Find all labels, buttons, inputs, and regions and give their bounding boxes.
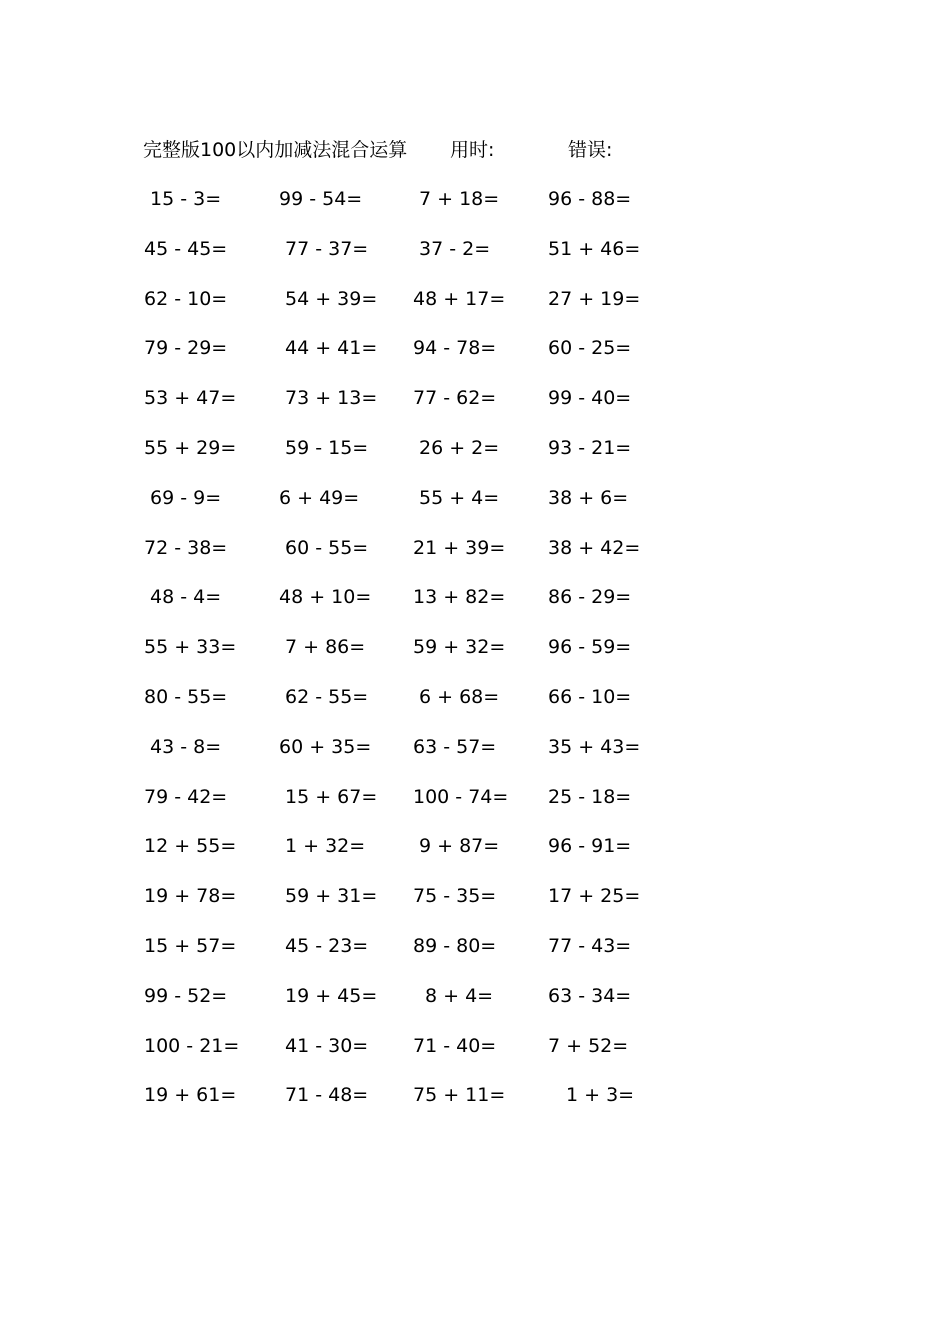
math-problem: 60 - 55= <box>285 536 369 559</box>
math-problem: 69 - 9= <box>150 486 222 509</box>
problem-row <box>0 983 950 1033</box>
math-problem: 7 + 52= <box>548 1034 629 1057</box>
math-problem: 71 - 40= <box>413 1034 497 1057</box>
math-problem: 17 + 25= <box>548 885 641 908</box>
math-problem: 71 - 48= <box>285 1084 369 1107</box>
math-problem: 99 - 52= <box>144 984 228 1007</box>
math-problem: 62 - 10= <box>144 287 228 310</box>
math-problem: 99 - 40= <box>548 387 632 410</box>
math-problem: 37 - 2= <box>419 237 491 260</box>
math-problem: 1 + 32= <box>285 835 366 858</box>
math-problem: 59 + 32= <box>413 636 506 659</box>
math-problem: 25 - 18= <box>548 785 632 808</box>
problem-row <box>0 385 950 435</box>
math-problem: 94 - 78= <box>413 337 497 360</box>
math-problem: 63 - 57= <box>413 735 497 758</box>
problem-row <box>0 784 950 834</box>
math-problem: 79 - 42= <box>144 785 228 808</box>
time-used-label: 用时: <box>450 139 495 161</box>
math-problem: 6 + 49= <box>279 486 360 509</box>
math-problem: 38 + 42= <box>548 536 641 559</box>
math-problem: 66 - 10= <box>548 685 632 708</box>
math-problem: 77 - 43= <box>548 934 632 957</box>
math-problem: 55 + 4= <box>419 486 500 509</box>
math-problem: 48 + 17= <box>413 287 506 310</box>
math-problem: 73 + 13= <box>285 387 378 410</box>
problem-row <box>0 286 950 336</box>
math-problem: 75 - 35= <box>413 885 497 908</box>
math-problem: 44 + 41= <box>285 337 378 360</box>
math-problem: 45 - 23= <box>285 934 369 957</box>
math-problem: 19 + 78= <box>144 885 237 908</box>
math-problem: 100 - 21= <box>144 1034 240 1057</box>
math-problem: 55 + 29= <box>144 436 237 459</box>
math-problem: 80 - 55= <box>144 685 228 708</box>
math-problem: 60 - 25= <box>548 337 632 360</box>
math-problem: 77 - 37= <box>285 237 369 260</box>
math-problem: 19 + 61= <box>144 1084 237 1107</box>
problem-row <box>0 584 950 634</box>
math-problem: 15 - 3= <box>150 188 222 210</box>
problem-grid <box>0 186 950 1132</box>
math-problem: 62 - 55= <box>285 685 369 708</box>
math-problem: 55 + 33= <box>144 636 237 659</box>
math-problem: 41 - 30= <box>285 1034 369 1057</box>
math-problem: 72 - 38= <box>144 536 228 559</box>
problem-row <box>0 1082 950 1132</box>
problem-row <box>0 734 950 784</box>
math-problem: 27 + 19= <box>548 287 641 310</box>
math-problem: 99 - 54= <box>279 188 363 210</box>
math-problem: 100 - 74= <box>413 785 509 808</box>
math-problem: 15 + 57= <box>144 934 237 957</box>
math-problem: 51 + 46= <box>548 237 641 260</box>
problem-row <box>0 684 950 734</box>
math-problem: 96 - 88= <box>548 188 632 210</box>
math-problem: 21 + 39= <box>413 536 506 559</box>
problem-row <box>0 1033 950 1083</box>
math-problem: 54 + 39= <box>285 287 378 310</box>
problem-row <box>0 236 950 286</box>
math-problem: 38 + 6= <box>548 486 629 509</box>
math-problem: 86 - 29= <box>548 586 632 609</box>
errors-label: 错误: <box>568 139 613 161</box>
math-problem: 48 + 10= <box>279 586 372 609</box>
problem-row <box>0 883 950 933</box>
math-problem: 48 - 4= <box>150 586 222 609</box>
math-problem: 45 - 45= <box>144 237 228 260</box>
math-problem: 7 + 18= <box>419 188 500 210</box>
math-problem: 13 + 82= <box>413 586 506 609</box>
math-problem: 43 - 8= <box>150 735 222 758</box>
math-problem: 8 + 4= <box>425 984 494 1007</box>
math-problem: 59 + 31= <box>285 885 378 908</box>
math-problem: 12 + 55= <box>144 835 237 858</box>
math-problem: 79 - 29= <box>144 337 228 360</box>
problem-row <box>0 535 950 585</box>
math-problem: 63 - 34= <box>548 984 632 1007</box>
problem-row <box>0 435 950 485</box>
math-problem: 26 + 2= <box>419 436 500 459</box>
math-problem: 53 + 47= <box>144 387 237 410</box>
math-problem: 59 - 15= <box>285 436 369 459</box>
problem-row <box>0 933 950 983</box>
problem-row <box>0 485 950 535</box>
math-problem: 15 + 67= <box>285 785 378 808</box>
problem-row <box>0 634 950 684</box>
math-problem: 19 + 45= <box>285 984 378 1007</box>
problem-row <box>0 335 950 385</box>
math-problem: 89 - 80= <box>413 934 497 957</box>
math-problem: 75 + 11= <box>413 1084 506 1107</box>
math-problem: 6 + 68= <box>419 685 500 708</box>
math-problem: 96 - 91= <box>548 835 632 858</box>
problem-row <box>0 186 950 236</box>
math-problem: 93 - 21= <box>548 436 632 459</box>
math-problem: 7 + 86= <box>285 636 366 659</box>
math-problem: 60 + 35= <box>279 735 372 758</box>
math-problem: 9 + 87= <box>419 835 500 858</box>
worksheet-title: 完整版100以内加减法混合运算 <box>143 139 408 161</box>
math-problem: 1 + 3= <box>566 1084 635 1107</box>
math-problem: 96 - 59= <box>548 636 632 659</box>
problem-row <box>0 833 950 883</box>
math-problem: 77 - 62= <box>413 387 497 410</box>
math-problem: 35 + 43= <box>548 735 641 758</box>
